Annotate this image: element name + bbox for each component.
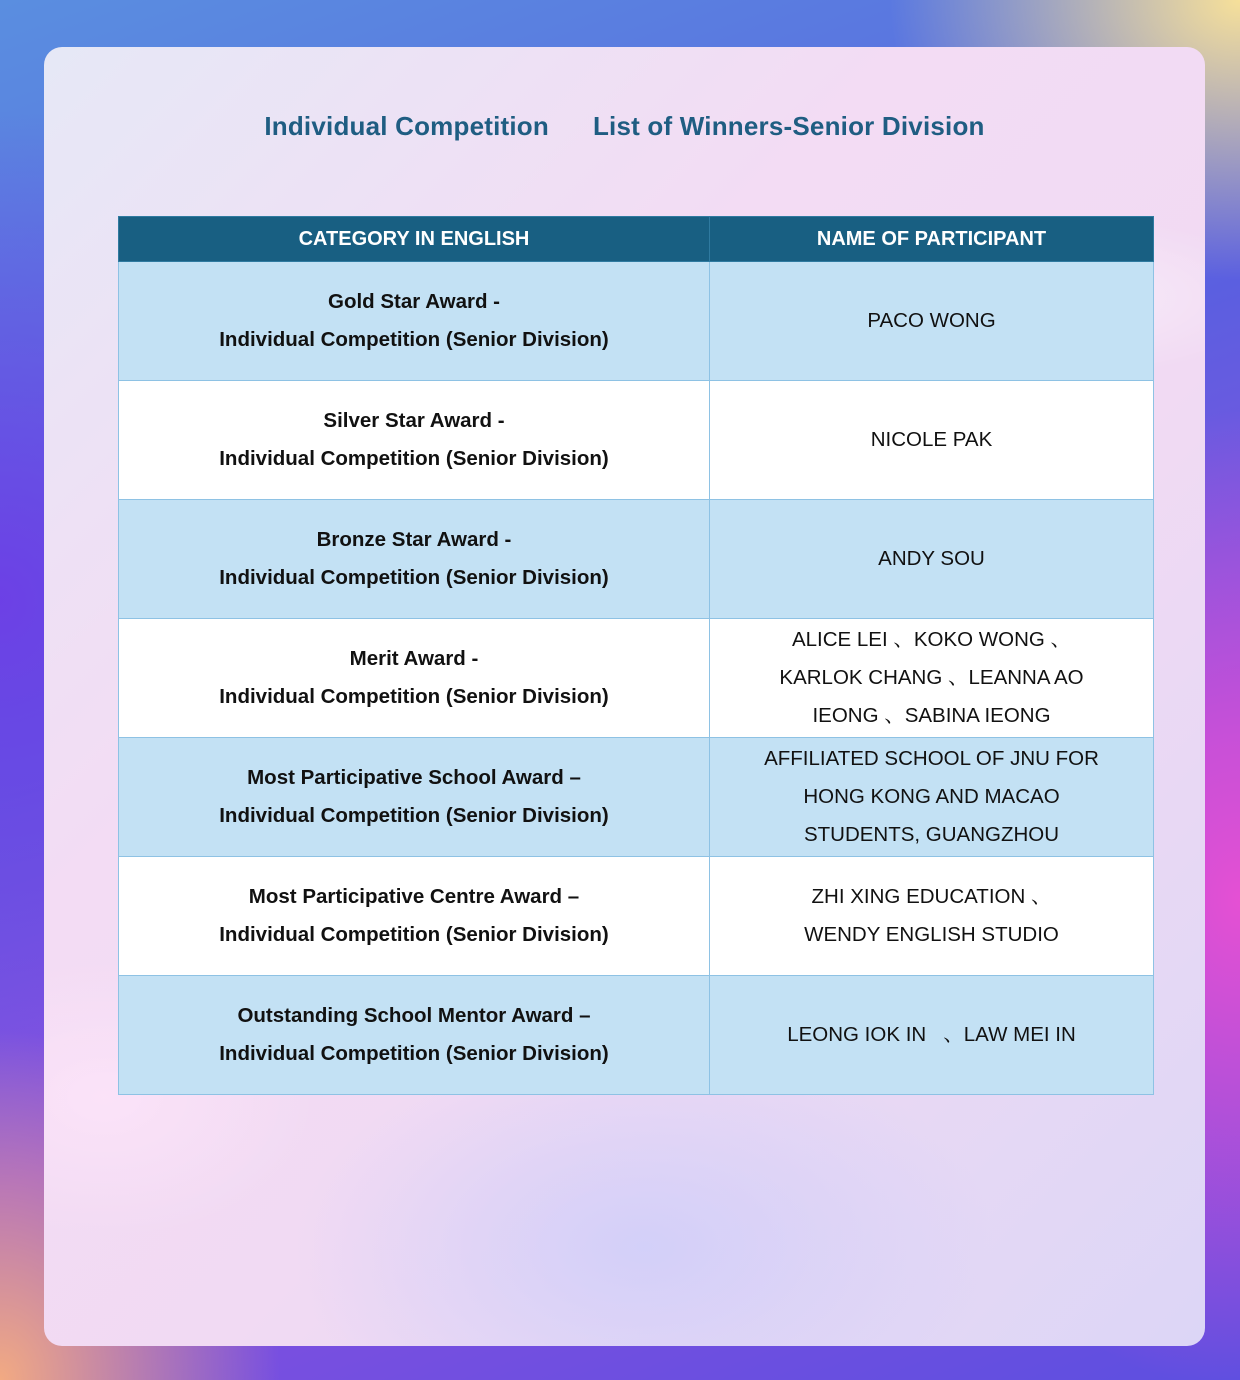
category-cell xyxy=(119,738,710,857)
award-name: Bronze Star Award - xyxy=(316,528,512,551)
category-cell xyxy=(119,976,710,1095)
participant-line: KARLOK CHANG 、LEANNA AO xyxy=(779,666,1084,689)
table-header-row xyxy=(119,217,1154,262)
category-cell xyxy=(119,857,710,976)
header-participant: NAME OF PARTICIPANT xyxy=(710,217,1154,262)
table-row xyxy=(119,619,1154,738)
participant-cell xyxy=(710,381,1154,500)
table-row xyxy=(119,381,1154,500)
participant-cell xyxy=(710,619,1154,738)
participant-cell xyxy=(710,262,1154,381)
participant-cell xyxy=(710,500,1154,619)
category-cell xyxy=(119,619,710,738)
content-card xyxy=(44,47,1205,1346)
participant-cell xyxy=(710,738,1154,857)
participant-line: WENDY ENGLISH STUDIO xyxy=(804,923,1059,946)
participant-line: LEONG IOK IN 、LAW MEI IN xyxy=(787,1023,1076,1046)
participant-line: STUDENTS, GUANGZHOU xyxy=(803,823,1060,846)
participant-cell xyxy=(710,976,1154,1095)
award-name: Merit Award - xyxy=(349,647,479,670)
table-row xyxy=(119,262,1154,381)
award-competition: Individual Competition (Senior Division) xyxy=(219,1042,609,1065)
table-row xyxy=(119,738,1154,857)
participant-line: ZHI XING EDUCATION 、 xyxy=(811,885,1052,908)
award-competition: Individual Competition (Senior Division) xyxy=(219,328,609,351)
title-part-2: List of Winners-Senior Division xyxy=(592,111,985,141)
award-competition: Individual Competition (Senior Division) xyxy=(219,566,609,589)
award-competition: Individual Competition (Senior Division) xyxy=(219,685,609,708)
category-cell xyxy=(119,500,710,619)
participant-line: HONG KONG AND MACAO xyxy=(803,785,1060,808)
participant-line: IEONG 、SABINA IEONG xyxy=(812,704,1051,727)
category-cell xyxy=(119,381,710,500)
award-name: Outstanding School Mentor Award – xyxy=(237,1004,591,1027)
table-row xyxy=(119,500,1154,619)
award-name: Most Participative School Award – xyxy=(247,766,581,789)
table-row xyxy=(119,976,1154,1095)
winners-table xyxy=(118,216,1154,1095)
participant-cell xyxy=(710,857,1154,976)
award-competition: Individual Competition (Senior Division) xyxy=(219,447,609,470)
award-name: Gold Star Award - xyxy=(328,290,500,313)
page-title xyxy=(44,111,1205,142)
award-competition: Individual Competition (Senior Division) xyxy=(219,923,609,946)
participant-line: PACO WONG xyxy=(867,309,996,332)
title-part-1: Individual Competition xyxy=(264,111,549,141)
participant-line: ALICE LEI 、KOKO WONG 、 xyxy=(791,628,1072,651)
participant-line: ANDY SOU xyxy=(878,547,985,570)
category-cell xyxy=(119,262,710,381)
award-competition: Individual Competition (Senior Division) xyxy=(219,804,609,827)
award-name: Silver Star Award - xyxy=(323,409,505,432)
participant-line: NICOLE PAK xyxy=(870,428,993,451)
participant-line: AFFILIATED SCHOOL OF JNU FOR xyxy=(764,747,1099,770)
award-name: Most Participative Centre Award – xyxy=(248,885,580,908)
table-row xyxy=(119,857,1154,976)
header-category: CATEGORY IN ENGLISH xyxy=(119,217,710,262)
